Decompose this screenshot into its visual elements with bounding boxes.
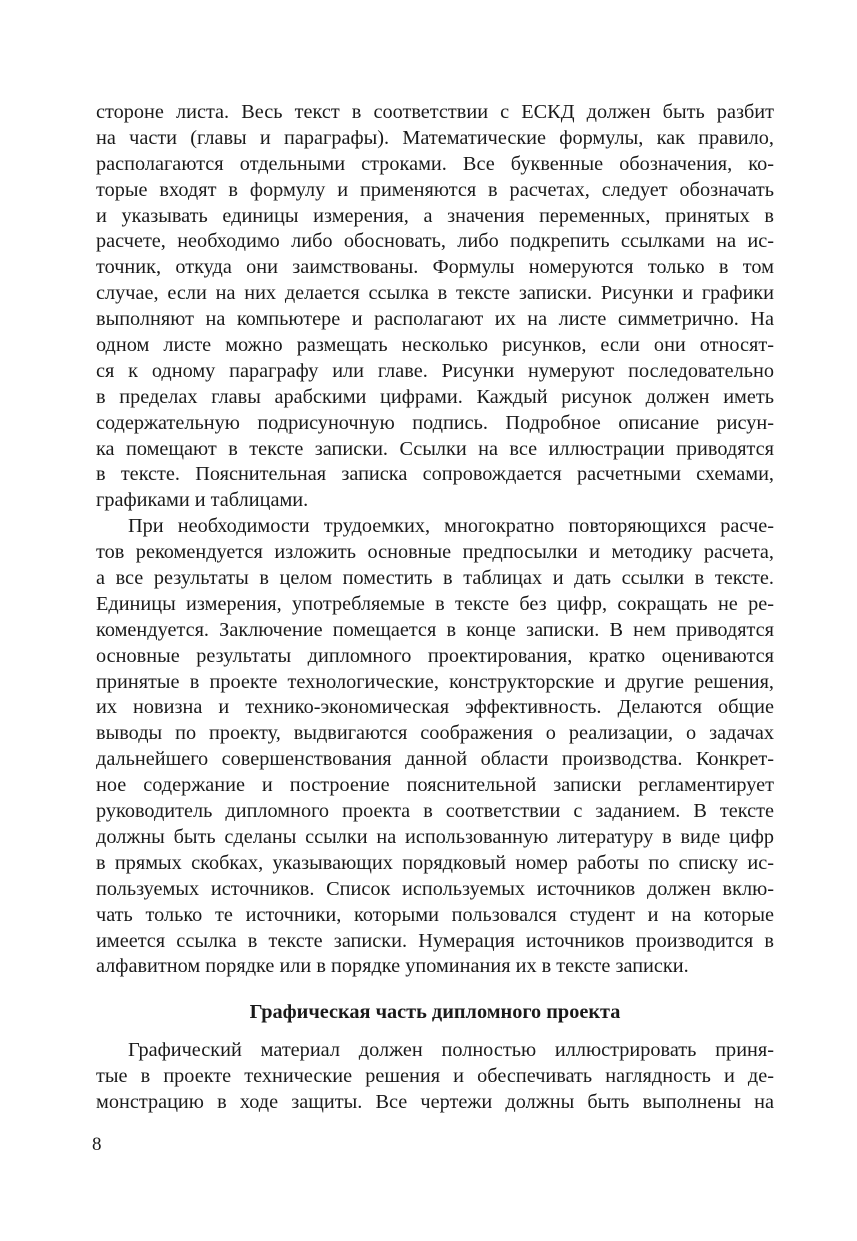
text-line: их новизна и технико-экономическая эффективность. Делаются общие [96,696,774,719]
text-line: чать только те источники, которыми пользовался студент и на которые [96,903,774,926]
text-line: в тексте. Пояснительная записка сопровождается расчетными схемами, [96,463,774,486]
paragraph-3 [96,1038,774,1116]
paragraph-2 [96,514,774,980]
section-heading: Графическая часть дипломного проекта [249,1001,621,1024]
text-line: расчете, необходимо либо обосновать, либо подкрепить ссылками на ис- [96,230,774,253]
text-line: стороне листа. Весь текст в соответствии с ЕСКД должен быть разбит [96,101,774,123]
text-line: основные результаты дипломного проектирования, кратко оцениваются [96,644,774,667]
text-line: монстрацию в ходе защиты. Все чертежи должны быть выполнены на [96,1091,774,1114]
text-line: дальнейшего совершенствования данной области производства. Конкрет- [96,748,774,771]
text-line: торые входят в формулу и применяются в расчетах, следует обозначать [96,178,774,201]
text-line: располагаются отдельными строками. Все буквенные обозначения, ко- [96,152,774,175]
text-line: одном листе можно размещать несколько рисунков, если они относят- [96,334,774,357]
text-line: а все результаты в целом поместить в таблицах и дать ссылки в тексте. [96,567,774,590]
text-line: должны быть сделаны ссылки на использованную литературу в виде цифр [96,825,774,848]
paragraph-1 [96,100,774,514]
text-line: графиками и таблицами. [96,489,309,512]
text-line: Единицы измерения, употребляемые в тексте без цифр, сокращать не ре- [96,592,774,615]
text-line: ное содержание и построение пояснительной записки регламентирует [96,774,774,797]
text-line: в прямых скобках, указывающих порядковый номер работы по списку ис- [96,851,774,874]
text-line: пользуемых источников. Список используемых источников должен вклю- [96,877,774,900]
text-line: содержательную подрисуночную подпись. Подробное описание рисун- [96,411,774,434]
text-line: При необходимости трудоемких, многократно повторяющихся расче- [128,515,774,538]
page-number: 8 [92,1134,102,1155]
text-line: тов рекомендуется изложить основные предпосылки и методику расчета, [96,541,774,564]
page-body [96,100,774,1116]
text-line: выводы по проекту, выдвигаются соображения о реализации, о задачах [96,722,774,745]
text-line: тые в проекте технические решения и обеспечивать наглядность и де- [96,1065,774,1088]
text-line: ся к одному параграфу или главе. Рисунки нумеруют последовательно [96,359,774,382]
text-line: в пределах главы арабскими цифрами. Каждый рисунок должен иметь [96,385,774,408]
text-line: принятые в проекте технологические, конструкторские и другие решения, [96,670,774,693]
text-line: имеется ссылка в тексте записки. Нумерация источников производится в [96,929,774,952]
text-line: случае, если на них делается ссылка в тексте записки. Рисунки и графики [96,282,774,305]
text-line: алфавитном порядке или в порядке упоминания их в тексте записки. [96,955,689,978]
text-line: ка помещают в тексте записки. Ссылки на все иллюстрации приводятся [96,437,774,460]
text-line: и указывать единицы измерения, а значения переменных, принятых в [96,204,774,227]
text-line: Графический материал должен полностью иллюстрировать приня- [128,1039,774,1062]
text-line: выполняют на компьютере и располагают их на листе симметрично. На [96,308,774,331]
text-line: точник, откуда они заимствованы. Формулы номеруются только в том [96,256,774,279]
text-line: комендуется. Заключение помещается в конце записки. В нем приводятся [96,618,774,641]
text-line: руководитель дипломного проекта в соответствии с заданием. В тексте [96,800,774,823]
text-line: на части (главы и параграфы). Математические формулы, как правило, [96,126,774,149]
